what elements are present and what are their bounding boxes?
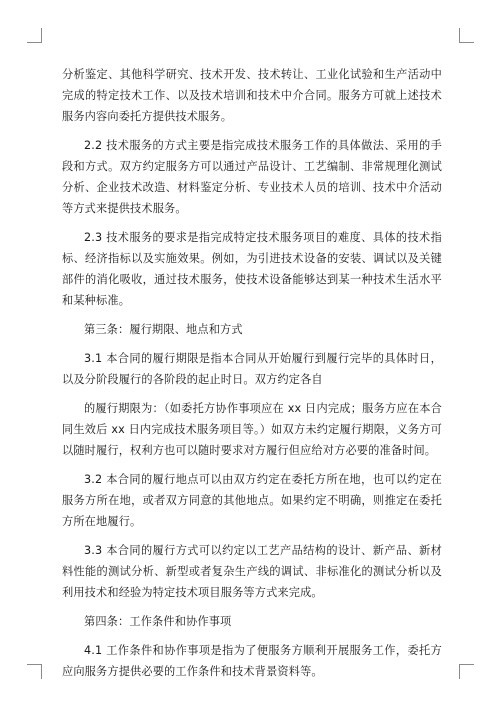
crop-mark-bottom-right: [459, 664, 474, 679]
paragraph-3-1-continued: 的履行期限为：（如委托方协作事项应在 xx 日内完成；服务方应在本合同生效后 xx 日内完成技术服务项目等。）如双方未约定履行期限，义务方可以随时履行，权利方也可以随时要求对方履行但应给对方必要的准备时间。: [62, 402, 442, 457]
paragraph-3-1: 3.1 本合同的履行期限是指本合同从开始履行到履行完毕的具体时日，以及分阶段履行的各阶段的起止时日。双方约定各自: [62, 352, 442, 386]
section-heading-article-4: 第四条：工作条件和协作事项: [84, 615, 232, 628]
paragraph-2-3: 2.3 技术服务的要求是指完成特定技术服务项目的难度、具体的技术指标、经济指标以及实施效果。例如，为引进技术设备的安装、调试以及关键部件的消化吸收，通过技术服务，使技术设备能够达到某一种技术生活水平和某种标准。: [62, 231, 442, 307]
paragraph-2-2: 2.2 技术服务的方式主要是指完成技术服务工作的具体做法、采用的手段和方式。双方约定服务方可以通过产品设计、工艺编制、非常规理化测试分析、企业技术改造、材料鉴定分析、专业技术人员的培训、技术中介活动等方式来提供技术服务。: [62, 139, 442, 215]
paragraph-3-3: 3.3 本合同的履行方式可以约定以工艺产品结构的设计、新产品、新材料性能的测试分析、新型或者复杂生产线的调试、非标准化的测试分析以及利用技术和经验为特定技术项目服务等方式来完成。: [62, 544, 442, 599]
crop-mark-top-left: [27, 28, 42, 43]
paragraph-4-1: 4.1 工作条件和协作事项是指为了便服务方顺利开展服务工作，委托方应向服务方提供必要的工作条件和技术背景资料等。: [62, 644, 442, 678]
section-heading-article-3: 第三条：履行期限、地点和方式: [84, 323, 243, 336]
document-body: [62, 64, 442, 690]
crop-mark-top-right: [459, 28, 474, 43]
paragraph-3-2: 3.2 本合同的履行地点可以由双方约定在委托方所在地，也可以约定在服务方所在地，或者双方同意的其他地点。如果约定不明确，则推定在委托方所在地履行。: [62, 473, 442, 528]
paragraph-continuation: 分析鉴定、其他科学研究、技术开发、技术转让、工业化试验和生产活动中完成的特定技术工作、以及技术培训和技术中介合同。服务方可就上述技术服务内容向委托方提供技术服务。: [62, 68, 442, 123]
crop-mark-bottom-left: [27, 664, 42, 679]
